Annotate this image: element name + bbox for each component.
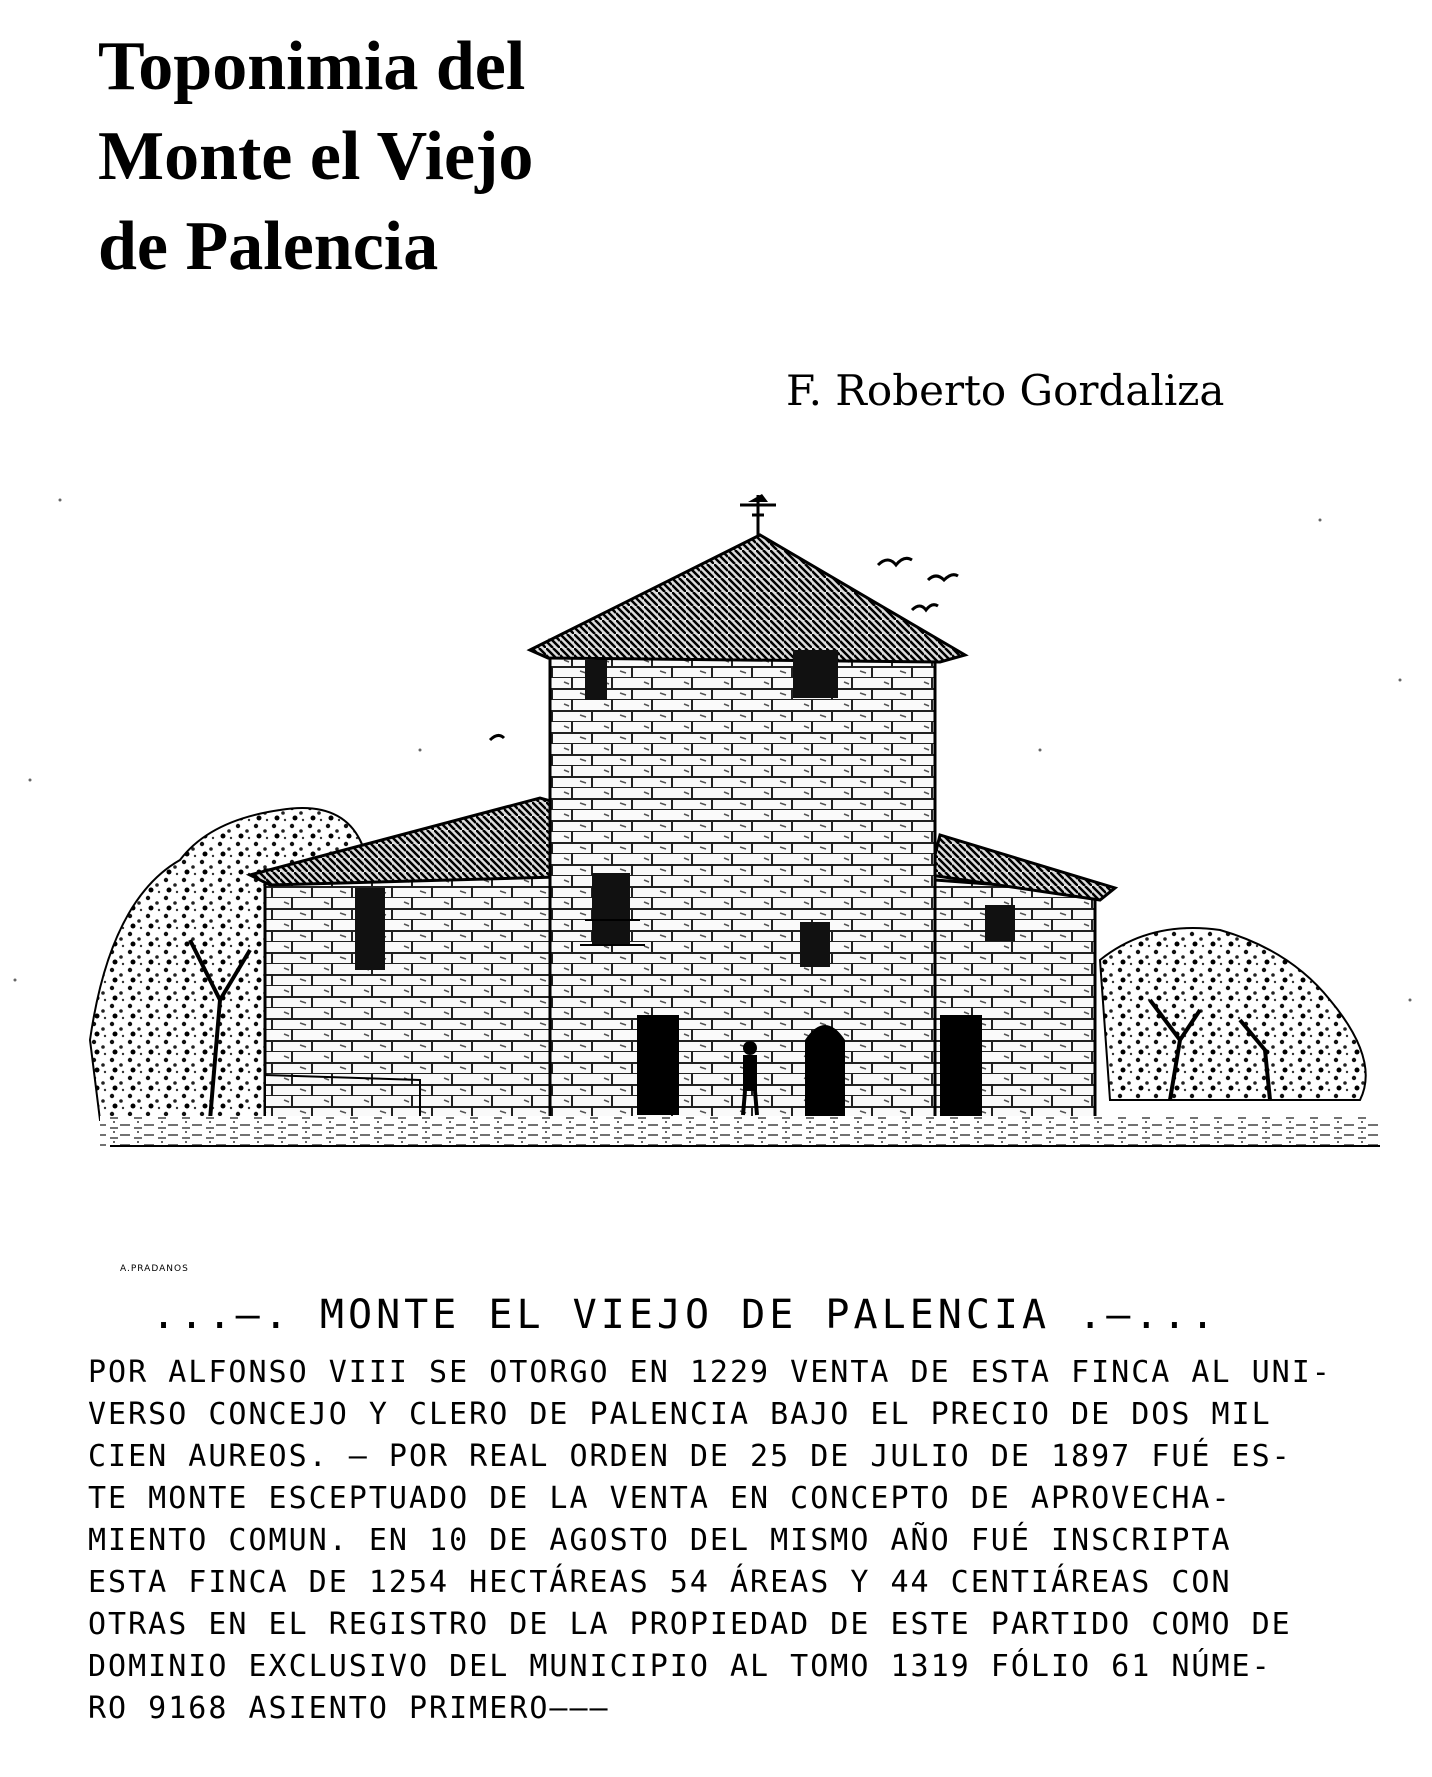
caption-line: DOMINIO EXCLUSIVO DEL MUNICIPIO AL TOMO 1319 FÓLIO 61 NÚME- bbox=[88, 1649, 1272, 1684]
caption-line: ESTA FINCA DE 1254 HECTÁREAS 54 ÁREAS Y 44 CENTIÁREAS CON bbox=[88, 1565, 1232, 1600]
artist-signature: A.PRADANOS bbox=[120, 1264, 189, 1274]
caption-line: POR ALFONSO VIII SE OTORGO EN 1229 VENTA DE ESTA FINCA AL UNI- bbox=[88, 1355, 1332, 1390]
caption-line: RO 9168 ASIENTO PRIMERO——— bbox=[88, 1691, 610, 1726]
caption-text bbox=[88, 1352, 1388, 1730]
title-line: Toponimia del bbox=[98, 28, 526, 105]
title-line: Monte el Viejo bbox=[98, 118, 534, 195]
caption-line: OTRAS EN EL REGISTRO DE LA PROPIEDAD DE ESTE PARTIDO COMO DE bbox=[88, 1607, 1292, 1642]
author-name: F. Roberto Gordaliza bbox=[786, 366, 1225, 415]
document-title bbox=[98, 22, 533, 292]
caption-line: MIENTO COMUN. EN 10 DE AGOSTO DEL MISMO AÑO FUÉ INSCRIPTA bbox=[88, 1523, 1232, 1558]
caption-line: VERSO CONCEJO Y CLERO DE PALENCIA BAJO EL PRECIO DE DOS MIL bbox=[88, 1397, 1272, 1432]
caption-line: CIEN AUREOS. – POR REAL ORDEN DE 25 DE JULIO DE 1897 FUÉ ES- bbox=[88, 1439, 1292, 1474]
caption-line: TE MONTE ESCEPTUADO DE LA VENTA EN CONCEPTO DE APROVECHA- bbox=[88, 1481, 1232, 1516]
building-engraving bbox=[0, 480, 1432, 1320]
title-line: de Palencia bbox=[98, 208, 439, 285]
caption-title: ...—. MONTE EL VIEJO DE PALENCIA .—... bbox=[151, 1292, 1219, 1338]
